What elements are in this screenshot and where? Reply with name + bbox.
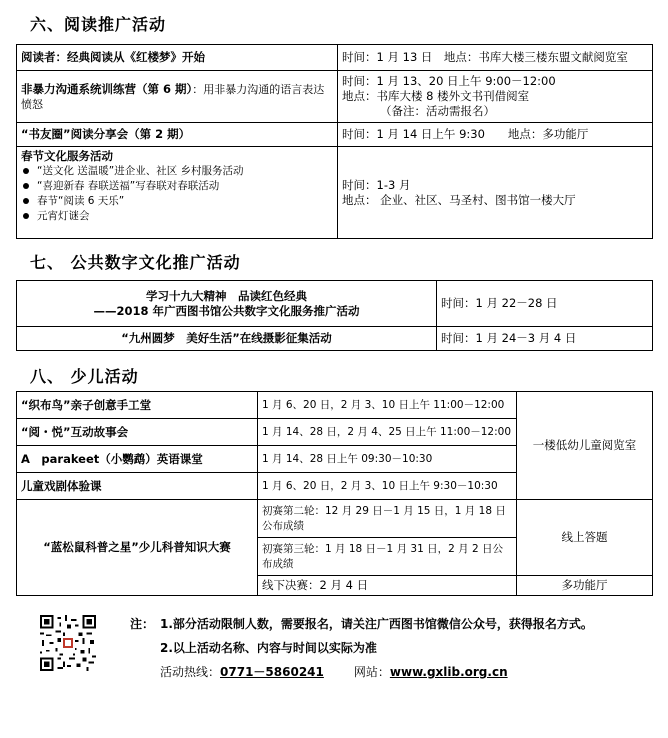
table-row: [17, 500, 653, 538]
event-title: “阅・悦”互动故事会: [17, 419, 258, 446]
event-title: 阅读者：经典阅读从《红楼梦》开始: [17, 45, 338, 71]
event-time: 1 月 6、20 日，2 月 3、10 日上午 11:00－12:00: [258, 392, 517, 419]
event-title: “九州圆梦 美好生活”在线摄影征集活动: [17, 327, 437, 351]
event-time: 1 月 6、20 日，2 月 3、10 日上午 9:30－10:30: [258, 473, 517, 500]
event-title: 非暴力沟通系统训练营（第 6 期）：用非暴力沟通的语言表达愤怒: [17, 71, 338, 123]
hotline-number: 0771－5860241: [220, 665, 324, 679]
table-row: [17, 147, 653, 239]
website-label: 网站：: [353, 665, 390, 679]
event-time: 初赛第三轮：1 月 18 日－1 月 31 日，2 月 2 日公布成绩: [258, 538, 517, 576]
table-row: [17, 71, 653, 123]
event-title: “织布鸟”亲子创意手工堂: [17, 392, 258, 419]
list-item: “送文化 送温暖”进企业、社区 乡村服务活动: [21, 164, 333, 179]
table-row: [17, 45, 653, 71]
event-time: 初赛第二轮：12 月 29 日－1 月 15 日，1 月 18 日公布成绩: [258, 500, 517, 538]
website-link[interactable]: www.gxlib.org.cn: [389, 665, 508, 679]
table-row: [17, 281, 653, 327]
event-title: “书友圈”阅读分享会（第 2 期）: [17, 123, 338, 147]
event-title: 学习十九大精神 品读红色经典 ——2018 年广西图书馆公共数字文化服务推广活动: [17, 281, 437, 327]
event-time: 1 月 14、28 日上午 09:30－10:30: [258, 446, 517, 473]
event-time: 时间：1 月 24－3 月 4 日: [437, 327, 653, 351]
event-title: 春节文化服务活动 “送文化 送温暖”进企业、社区 乡村服务活动 “喜迎新春 春联送福”写春联对春联活动 春节“阅读 6 天乐” 元宵灯谜会: [17, 147, 338, 239]
contact-line: [160, 663, 508, 680]
section-title-kids: 八、 少儿活动: [30, 367, 139, 386]
list-item: 春节“阅读 6 天乐”: [21, 194, 333, 209]
note-2: 2.以上活动名称、内容与时间以实际为准: [160, 641, 377, 655]
event-location: 一楼低幼儿童阅览室: [517, 392, 653, 500]
table-row: [17, 392, 653, 419]
list-item: 元宵灯谜会: [21, 209, 333, 224]
digital-table: [16, 280, 653, 351]
hotline-label: 活动热线：: [160, 665, 221, 679]
event-time: 时间：1 月 22－28 日: [437, 281, 653, 327]
note-1: 1.部分活动限制人数，需要报名，请关注广西图书馆微信公众号，获得报名方式。: [160, 617, 593, 631]
notes-label: 注：: [130, 617, 155, 631]
qr-code: [40, 615, 96, 671]
kids-table: [16, 391, 653, 596]
event-time: 时间：1-3 月 地点： 企业、社区、马圣村、图书馆一楼大厅: [338, 147, 653, 239]
list-item: “喜迎新春 春联送福”写春联对春联活动: [21, 179, 333, 194]
table-row: [17, 123, 653, 147]
table-row: [17, 327, 653, 351]
event-title: A parakeet（小鹦鹉）英语课堂: [17, 446, 258, 473]
event-time: 时间：1 月 14 日上午 9:30 地点：多功能厅: [338, 123, 653, 147]
section-title-reading: 六、阅读推广活动: [30, 15, 167, 34]
reading-table: [16, 44, 653, 239]
event-time: 1 月 14、28 日，2 月 4、25 日上午 11:00－12:00: [258, 419, 517, 446]
event-location: 多功能厅: [517, 576, 653, 596]
event-location: 线上答题: [517, 500, 653, 576]
event-time: 时间：1 月 13、20 日上午 9:00－12:00 地点：书库大楼 8 楼外文书刊借阅室 （备注：活动需报名）: [338, 71, 653, 123]
event-title: 儿童戏剧体验课: [17, 473, 258, 500]
event-title: “蓝松鼠科普之星”少儿科普知识大赛: [17, 500, 258, 596]
event-time: 时间：1 月 13 日 地点：书库大楼三楼东盟文献阅览室: [338, 45, 653, 71]
event-time: 线下决赛：2 月 4 日: [258, 576, 517, 596]
section-title-digital: 七、 公共数字文化推广活动: [30, 253, 241, 272]
